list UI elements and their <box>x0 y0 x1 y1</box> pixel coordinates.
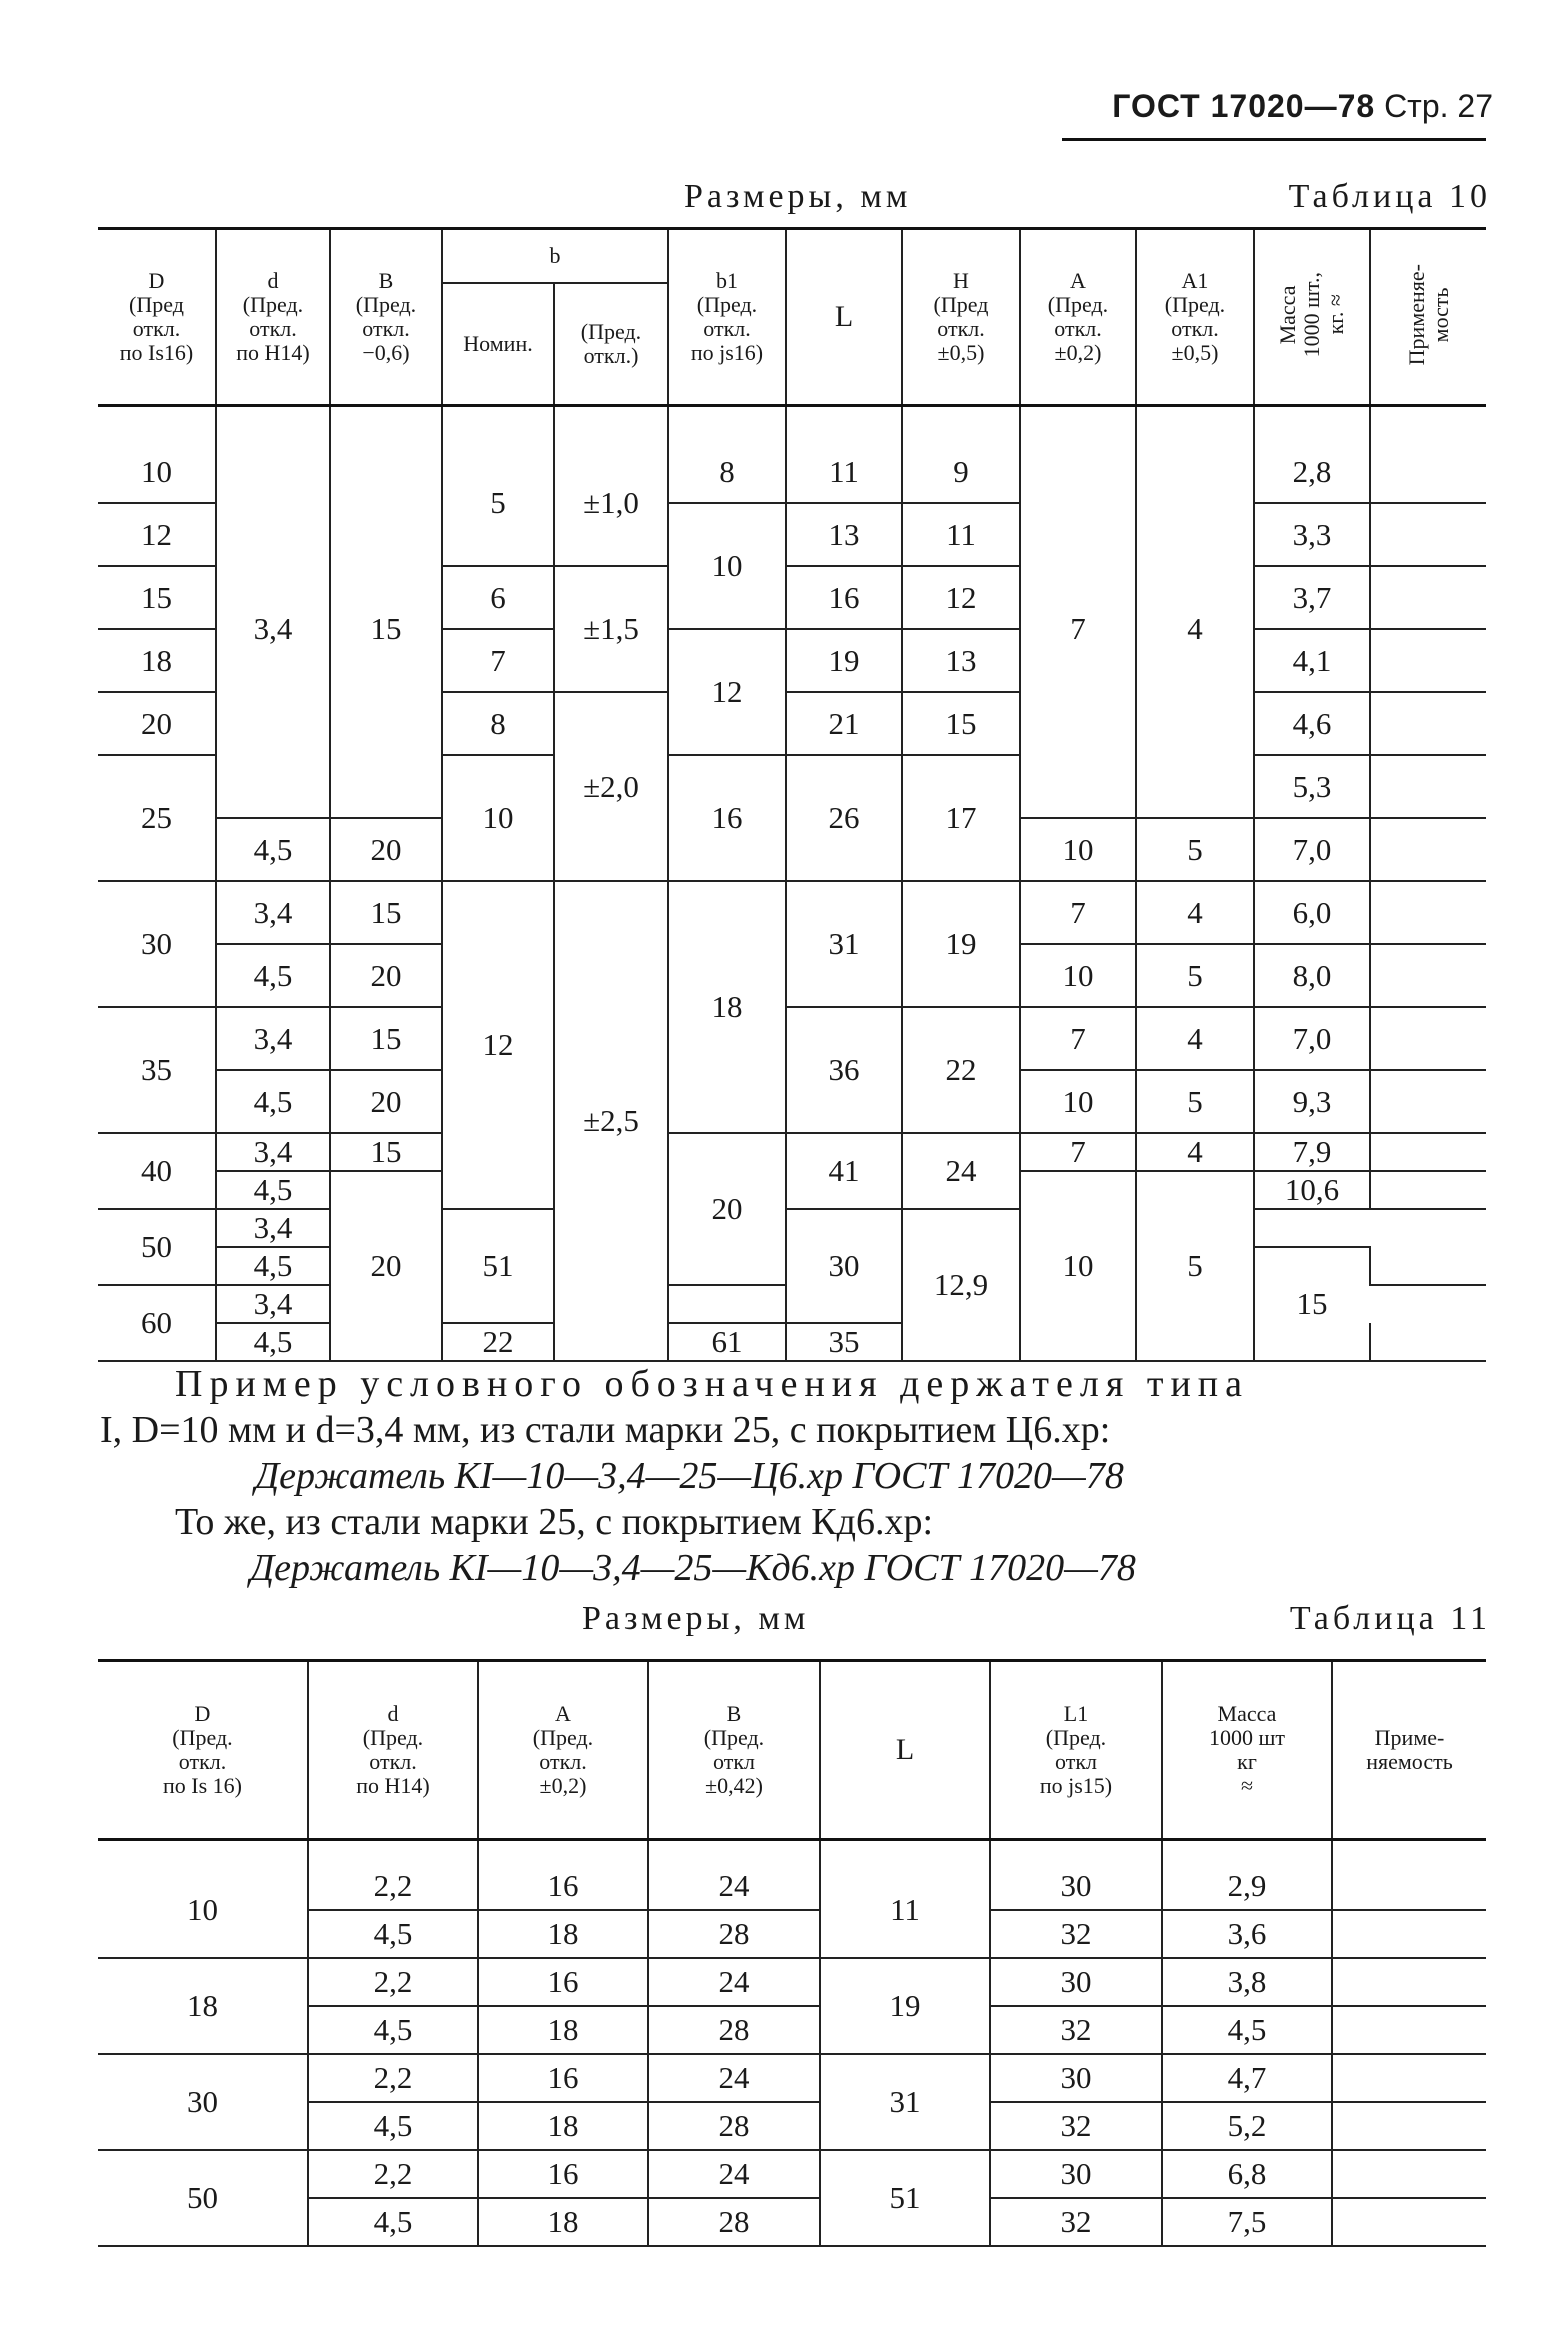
cell-b: 7 <box>442 629 554 692</box>
cell-b1: 18 <box>668 881 786 1133</box>
cell-L: 26 <box>786 755 902 881</box>
table-row <box>98 2054 1486 2102</box>
cell-D: 20 <box>98 692 216 755</box>
cell-B: 28 <box>648 1910 820 1958</box>
cell-b1: 12 <box>668 629 786 755</box>
cell-use <box>1370 881 1486 944</box>
cell-L: 31 <box>820 2054 990 2150</box>
cell-L: 11 <box>786 441 902 503</box>
cell-b: 6 <box>442 566 554 629</box>
cell-use <box>1370 755 1486 818</box>
cell-D: 15 <box>98 566 216 629</box>
cell-B: 15 <box>330 881 442 944</box>
cell-use <box>1370 629 1486 692</box>
cell-L1: 32 <box>990 2102 1162 2150</box>
cell-mass: 5,3 <box>1254 755 1370 818</box>
col-header-B: B (Пред. откл ±0,42) <box>648 1661 820 1840</box>
running-head-rule <box>1062 138 1486 141</box>
cell-A: 18 <box>478 1910 648 1958</box>
cell-H: 24 <box>902 1133 1020 1209</box>
cell-D: 25 <box>98 755 216 881</box>
cell-L: 19 <box>786 629 902 692</box>
cell-b: 8 <box>442 692 554 755</box>
cell-B: 28 <box>648 2198 820 2246</box>
cell-A1: 5 <box>1136 818 1254 881</box>
cell-use <box>1332 2054 1486 2102</box>
cell-mass: 3,7 <box>1254 566 1370 629</box>
cell-use <box>1370 1133 1486 1171</box>
cell-H: 15 <box>902 692 1020 755</box>
cell-B: 24 <box>648 1958 820 2006</box>
cell-mass: 6,0 <box>1254 881 1370 944</box>
table-row <box>98 1958 1486 2006</box>
cell-A: 10 <box>1020 944 1136 1007</box>
cell-use <box>1370 503 1486 566</box>
cell-H: 9 <box>902 441 1020 503</box>
cell-D: 10 <box>98 441 216 503</box>
cell-A: 7 <box>1020 881 1136 944</box>
cell-D: 30 <box>98 881 216 1007</box>
cell-use <box>1370 818 1486 881</box>
running-head <box>1112 88 1493 125</box>
cell-L: 13 <box>786 503 902 566</box>
cell-use <box>1332 1958 1486 2006</box>
cell-D: 30 <box>98 2054 308 2150</box>
cell-d: 4,5 <box>216 818 330 881</box>
example-line-1: Пример условного обозначения держателя типа <box>175 1363 1249 1405</box>
cell-D: 10 <box>98 1863 308 1958</box>
cell-H: 35 <box>786 1323 902 1361</box>
cell-H: 19 <box>902 881 1020 1007</box>
cell-H: 30 <box>786 1209 902 1323</box>
col-header-use: Применяе- мость <box>1370 229 1486 406</box>
cell-mass: 6,8 <box>1162 2150 1332 2198</box>
cell-d: 4,5 <box>308 2102 478 2150</box>
example-line-2: I, D=10 мм и d=3,4 мм, из стали марки 25, с покрытием Ц6.хр: <box>100 1409 1111 1451</box>
cell-d: 4,5 <box>308 2198 478 2246</box>
cell-d: 3,4 <box>216 1285 330 1323</box>
cell-use <box>1370 1171 1486 1209</box>
cell-D: 50 <box>98 2150 308 2246</box>
cell-A: 7 <box>1020 1133 1136 1171</box>
table-row <box>98 1863 1486 1910</box>
cell-L1: 30 <box>990 1863 1162 1910</box>
col-header-d: d (Пред. откл. по H14) <box>216 229 330 406</box>
cell-b-dev: ±1,5 <box>554 566 668 692</box>
cell-d: 4,5 <box>308 2006 478 2054</box>
cell-H: 22 <box>902 1007 1020 1133</box>
table-row <box>98 1007 1486 1070</box>
cell-mass: 8,0 <box>1254 944 1370 1007</box>
cell-A: 10 <box>1020 1171 1136 1361</box>
col-header-use: Приме- няемость <box>1332 1661 1486 1840</box>
standard-number: ГОСТ 17020—78 <box>1112 88 1376 124</box>
cell-L: 36 <box>786 1007 902 1133</box>
cell-mass: 4,1 <box>1254 629 1370 692</box>
table11-label: Таблица 11 <box>1289 1600 1491 1637</box>
cell-d: 3,4 <box>216 1209 330 1247</box>
cell-L1: 32 <box>990 2006 1162 2054</box>
cell-A1: 4 <box>1136 881 1254 944</box>
cell-D: 60 <box>98 1285 216 1361</box>
cell-D: 18 <box>98 1958 308 2054</box>
cell-b1: 20 <box>668 1133 786 1285</box>
col-header-b-deviation: (Пред. откл.) <box>554 283 668 406</box>
cell-use <box>1332 1910 1486 1958</box>
cell-mass: 7,5 <box>1162 2198 1332 2246</box>
cell-mass: 7,9 <box>1254 1133 1370 1171</box>
cell-B: 28 <box>648 2006 820 2054</box>
cell-use <box>1370 441 1486 503</box>
cell-A: 16 <box>478 2150 648 2198</box>
cell-mass: 4,5 <box>1162 2006 1332 2054</box>
cell-use <box>1370 692 1486 755</box>
cell-mass: 10,6 <box>1254 1171 1370 1209</box>
cell-L1: 32 <box>990 1910 1162 1958</box>
cell-mass: 4,6 <box>1254 692 1370 755</box>
cell-d: 3,4 <box>216 1133 330 1171</box>
cell-mass: 3,6 <box>1162 1910 1332 1958</box>
col-header-A: A (Пред. откл. ±0,2) <box>1020 229 1136 406</box>
cell-A1: 5 <box>1136 1171 1254 1361</box>
cell-B: 24 <box>648 2150 820 2198</box>
cell-mass: 7,0 <box>1254 1007 1370 1070</box>
col-header-d: d (Пред. откл. по H14) <box>308 1661 478 1840</box>
cell-b-dev: ±2,0 <box>554 692 668 881</box>
cell-A: 10 <box>1020 1070 1136 1133</box>
cell-A: 16 <box>478 1958 648 2006</box>
cell-A1: 4 <box>1136 441 1254 818</box>
cell-use <box>1332 2006 1486 2054</box>
cell-use <box>1370 1007 1486 1070</box>
cell-mass: 2,8 <box>1254 441 1370 503</box>
cell-L1: 30 <box>990 2150 1162 2198</box>
cell-A: 7 <box>1020 1007 1136 1070</box>
cell-d: 2,2 <box>308 2150 478 2198</box>
example-line-3: Держатель КI—10—3,4—25—Ц6.хр ГОСТ 17020—78 <box>255 1455 1124 1497</box>
cell-L1: 30 <box>990 2054 1162 2102</box>
cell-L: 31 <box>786 881 902 1007</box>
cell-A1: 4 <box>1136 1133 1254 1171</box>
cell-d: 4,5 <box>216 1070 330 1133</box>
col-header-L: L <box>786 229 902 406</box>
cell-d: 3,4 <box>216 881 330 944</box>
page-number: Стр. 27 <box>1384 88 1493 124</box>
cell-mass: 5,2 <box>1162 2102 1332 2150</box>
cell-H: 11 <box>902 503 1020 566</box>
cell-H: 13 <box>902 629 1020 692</box>
cell-b1: 10 <box>668 503 786 629</box>
col-header-H: H (Пред откл. ±0,5) <box>902 229 1020 406</box>
col-header-A1: A1 (Пред. откл. ±0,5) <box>1136 229 1254 406</box>
table-11 <box>98 1659 1486 2247</box>
cell-b: 15 <box>1254 1247 1370 1361</box>
cell-A: 18 <box>478 2006 648 2054</box>
table-row <box>98 1209 1486 1247</box>
cell-b1: 8 <box>668 441 786 503</box>
cell-B: 24 <box>648 1863 820 1910</box>
cell-A: 18 <box>478 2102 648 2150</box>
cell-L: 41 <box>786 1133 902 1209</box>
cell-d: 3,4 <box>216 1007 330 1070</box>
cell-B: 24 <box>648 2054 820 2102</box>
cell-B: 15 <box>330 1007 442 1070</box>
cell-D: 50 <box>98 1209 216 1285</box>
cell-B: 20 <box>330 818 442 881</box>
cell-b1: 22 <box>442 1323 554 1361</box>
cell-L: 11 <box>820 1863 990 1958</box>
table-10 <box>98 227 1486 1362</box>
example-line-5: Держатель КI—10—3,4—25—Кд6.хр ГОСТ 17020—78 <box>250 1547 1136 1589</box>
cell-A: 16 <box>478 1863 648 1910</box>
table-row <box>98 2150 1486 2198</box>
cell-B: 20 <box>330 1171 442 1361</box>
cell-b-dev: ±1,0 <box>554 441 668 566</box>
cell-L: 61 <box>668 1323 786 1361</box>
cell-A: 10 <box>1020 818 1136 881</box>
cell-use <box>1332 1863 1486 1910</box>
col-header-b: b <box>442 229 668 284</box>
cell-mass: 3,3 <box>1254 503 1370 566</box>
cell-use <box>1370 1323 1486 1361</box>
cell-mass: 9,3 <box>1254 1070 1370 1133</box>
table10-label: Таблица 10 <box>1288 178 1491 215</box>
example-line-4: То же, из стали марки 25, с покрытием Кд6.хр: <box>175 1501 933 1543</box>
cell-D: 18 <box>98 629 216 692</box>
cell-b: 10 <box>442 755 554 881</box>
cell-H: 12 <box>902 566 1020 629</box>
cell-b: 12 <box>442 881 554 1209</box>
cell-d: 2,2 <box>308 1958 478 2006</box>
cell-use <box>1332 2198 1486 2246</box>
cell-A1: 5 <box>1136 1070 1254 1133</box>
cell-use <box>1254 1209 1370 1247</box>
cell-mass: 4,7 <box>1162 2054 1332 2102</box>
cell-d: 4,5 <box>216 1247 330 1285</box>
table-row <box>98 441 1486 503</box>
cell-use <box>1370 1247 1486 1285</box>
col-header-mass: Масса 1000 шт., кг. ≈ <box>1254 229 1370 406</box>
cell-A1: 5 <box>1136 944 1254 1007</box>
col-header-A: A (Пред. откл. ±0,2) <box>478 1661 648 1840</box>
cell-A: 7 <box>1020 441 1136 818</box>
cell-d: 4,5 <box>216 944 330 1007</box>
cell-B: 15 <box>330 1133 442 1171</box>
cell-use <box>1332 2102 1486 2150</box>
cell-L1: 30 <box>990 1958 1162 2006</box>
cell-L: 51 <box>820 2150 990 2246</box>
cell-D: 12 <box>98 503 216 566</box>
cell-B: 28 <box>648 2102 820 2150</box>
cell-mass: 12,9 <box>902 1209 1020 1361</box>
col-header-L1: L1 (Пред. откл по js15) <box>990 1661 1162 1840</box>
cell-d: 4,5 <box>216 1171 330 1209</box>
cell-use <box>1332 2150 1486 2198</box>
col-header-D: D (Пред откл. по Is16) <box>98 229 216 406</box>
cell-b-dev: ±2,5 <box>554 881 668 1361</box>
col-header-b1: b1 (Пред. откл. по js16) <box>668 229 786 406</box>
cell-use <box>668 1285 786 1323</box>
cell-L: 19 <box>820 1958 990 2054</box>
cell-H: 17 <box>902 755 1020 881</box>
cell-A1: 4 <box>1136 1007 1254 1070</box>
table-row <box>98 1133 1486 1171</box>
cell-d: 2,2 <box>308 2054 478 2102</box>
cell-d: 2,2 <box>308 1863 478 1910</box>
col-header-B: B (Пред. откл. −0,6) <box>330 229 442 406</box>
cell-L1: 32 <box>990 2198 1162 2246</box>
cell-L: 21 <box>786 692 902 755</box>
cell-use <box>1370 566 1486 629</box>
cell-mass: 3,8 <box>1162 1958 1332 2006</box>
cell-d: 3,4 <box>216 441 330 818</box>
cell-B: 15 <box>330 441 442 818</box>
cell-A: 18 <box>478 2198 648 2246</box>
cell-mass: 7,0 <box>1254 818 1370 881</box>
col-header-L: L <box>820 1661 990 1840</box>
cell-D: 40 <box>98 1133 216 1209</box>
col-header-b-nominal: Номин. <box>442 283 554 406</box>
col-header-mass: Масса 1000 шт кг ≈ <box>1162 1661 1332 1840</box>
cell-use <box>1370 1070 1486 1133</box>
col-header-D: D (Пред. откл. по Is 16) <box>98 1661 308 1840</box>
cell-B: 20 <box>330 944 442 1007</box>
cell-d: 4,5 <box>308 1910 478 1958</box>
cell-b: 5 <box>442 441 554 566</box>
table11-units: Размеры, мм <box>582 1600 810 1637</box>
cell-mass: 2,9 <box>1162 1863 1332 1910</box>
cell-d: 4,5 <box>216 1323 330 1361</box>
cell-L: 16 <box>786 566 902 629</box>
cell-use <box>1370 944 1486 1007</box>
cell-A: 16 <box>478 2054 648 2102</box>
cell-L: 51 <box>442 1209 554 1323</box>
table-row <box>98 881 1486 944</box>
cell-D: 35 <box>98 1007 216 1133</box>
cell-b1: 16 <box>668 755 786 881</box>
table10-units: Размеры, мм <box>684 178 912 215</box>
cell-B: 20 <box>330 1070 442 1133</box>
